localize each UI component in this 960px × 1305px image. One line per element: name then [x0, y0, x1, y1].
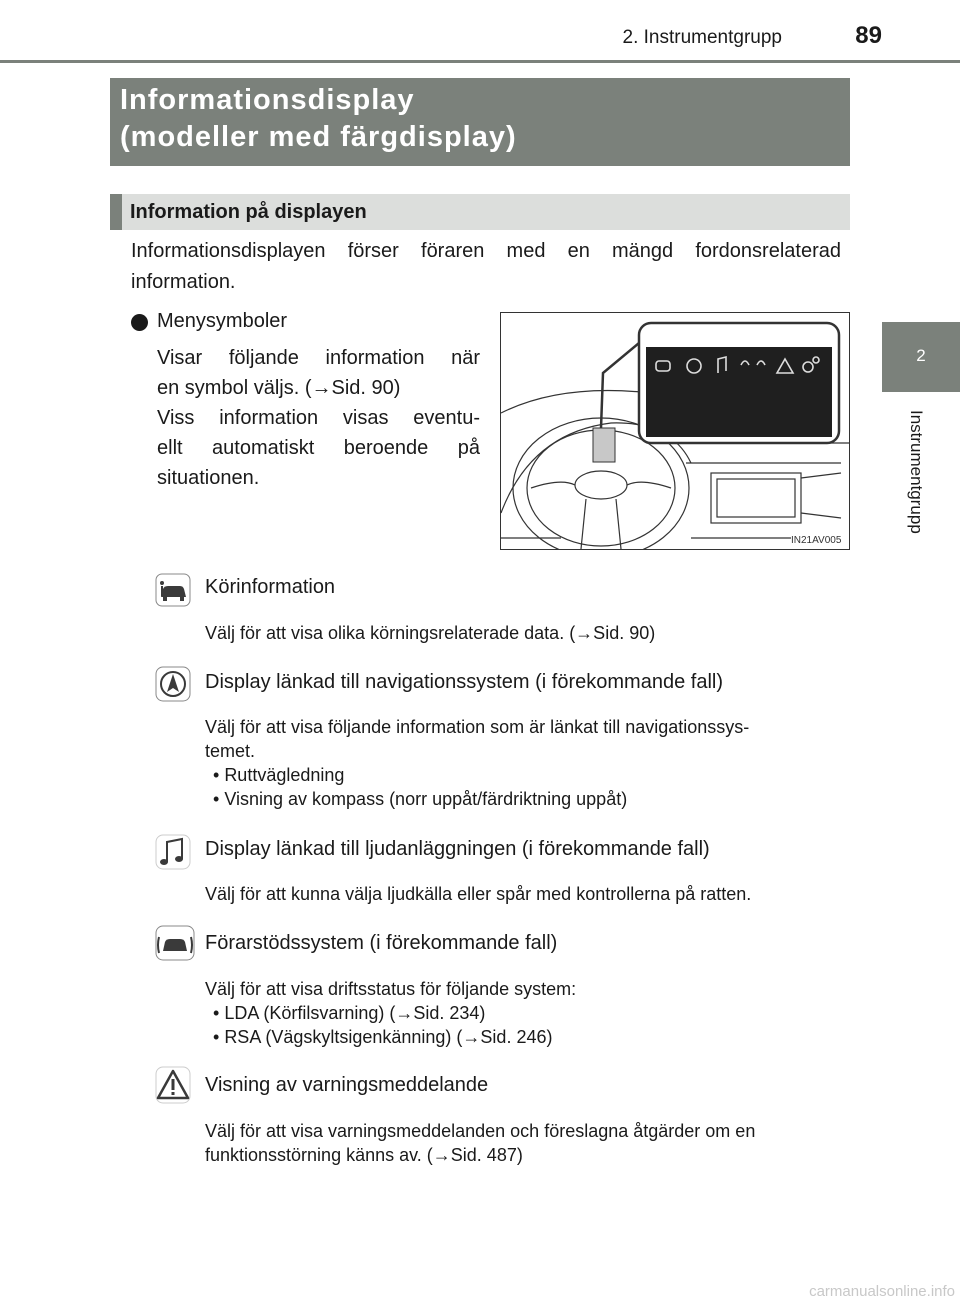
chapter-tab-label: Instrumentgrupp	[907, 410, 926, 534]
intro-line-2: information.	[131, 271, 236, 293]
entry-text: Välj för att visa varningsmeddelanden och föreslagna åtgärder om en	[205, 1121, 756, 1141]
menu-line-1: Visar följande information när	[157, 347, 480, 369]
page-title-line2: (modeller med färgdisplay)	[120, 121, 517, 153]
entry-text: Välj för att visa olika körningsrelaterade data. (→Sid. 90)	[205, 623, 656, 643]
menu-line-3: Viss information visas eventu-	[157, 407, 480, 429]
section-heading	[110, 194, 850, 230]
header-divider	[0, 60, 960, 63]
entry-bullet: • LDA (Körfilsvarning) (→Sid. 234)	[213, 1003, 486, 1023]
driver-assist-icon	[155, 925, 195, 961]
entry-text: Välj för att kunna välja ljudkälla eller spår med kontrollerna på ratten.	[205, 884, 752, 904]
car-info-icon	[155, 573, 191, 607]
menu-line-2: en symbol väljs. (→Sid. 90)	[157, 377, 401, 399]
page-title	[110, 78, 850, 166]
chapter-tab-number: 2	[916, 346, 926, 365]
entry-title: Display länkad till navigationssystem (i förekommande fall)	[205, 671, 723, 693]
watermark: carmanualsonline.info	[809, 1283, 955, 1300]
entry-bullet-text: LDA (Körfilsvarning) (→Sid. 234)	[224, 1003, 486, 1023]
page-number: 89	[855, 22, 882, 49]
entry-text: Välj för att visa följande information som är länkat till navigationssys-	[205, 717, 750, 737]
bullet-dot	[131, 314, 148, 331]
entry-text: temet.	[205, 741, 256, 761]
entry-title: Förarstödssystem (i förekommande fall)	[205, 932, 558, 954]
chapter-title: 2. Instrumentgrupp	[622, 27, 782, 48]
chapter-tab[interactable]	[882, 322, 960, 392]
navigation-icon	[155, 666, 191, 702]
entry-bullet: • Visning av kompass (norr uppåt/färdriktning uppåt)	[213, 789, 628, 809]
section-heading-bar	[110, 194, 122, 230]
entry-bullet-text: Ruttvägledning	[224, 765, 345, 785]
entry-title: Körinformation	[205, 576, 336, 598]
entry-bullet-text: RSA (Vägskyltsigenkänning) (→Sid. 246)	[224, 1027, 553, 1047]
menu-label: Menysymboler	[157, 310, 288, 332]
section-heading-text: Information på displayen	[130, 201, 367, 223]
dashboard-drawing	[501, 313, 849, 549]
entry-text: funktionsstörning känns av. (→Sid. 487)	[205, 1145, 523, 1165]
entry-bullet: • RSA (Vägskyltsigenkänning) (→Sid. 246)	[213, 1027, 553, 1047]
entry-title: Display länkad till ljudanläggningen (i förekommande fall)	[205, 838, 710, 860]
menu-line-5: situationen.	[157, 467, 260, 489]
intro-line-1: Informationsdisplayen förser föraren med en mängd fordonsrelaterad	[131, 240, 841, 262]
menu-line-4: ellt automatiskt beroende på	[157, 437, 480, 459]
music-note-icon	[155, 834, 191, 870]
entry-title: Visning av varningsmeddelande	[205, 1074, 489, 1096]
warning-triangle-icon	[155, 1066, 191, 1104]
entry-bullet: • Ruttvägledning	[213, 765, 345, 785]
dashboard-illustration	[500, 312, 850, 550]
page-title-line1: Informationsdisplay	[120, 84, 415, 116]
entry-text: Välj för att visa driftsstatus för följande system:	[205, 979, 577, 999]
illustration-code: IN21AV005	[791, 535, 842, 546]
entry-bullet-text: Visning av kompass (norr uppåt/färdriktning uppåt)	[224, 789, 628, 809]
